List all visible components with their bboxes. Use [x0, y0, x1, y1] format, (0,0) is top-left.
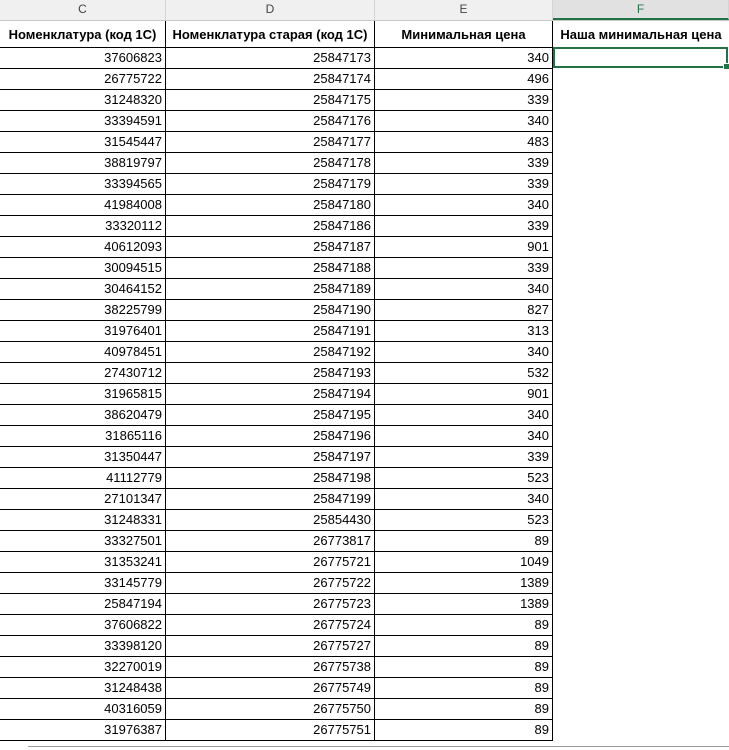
cell-min-price[interactable]: 339 — [375, 258, 553, 279]
table-row — [0, 468, 729, 489]
column-header-c[interactable]: C — [0, 0, 166, 20]
cell-nomenclature[interactable]: 26775722 — [0, 69, 166, 90]
cell-min-price[interactable]: 523 — [375, 468, 553, 489]
cell-nomenclature[interactable]: 33398120 — [0, 636, 166, 657]
cell-old-nomenclature[interactable]: 25847176 — [166, 111, 375, 132]
cell-our-min-price[interactable] — [553, 90, 729, 111]
table-row — [0, 321, 729, 342]
cell-min-price[interactable]: 1049 — [375, 552, 553, 573]
cell-old-nomenclature[interactable]: 25847198 — [166, 468, 375, 489]
cell-min-price[interactable]: 340 — [375, 111, 553, 132]
table-row — [0, 237, 729, 258]
cell-our-min-price[interactable] — [553, 363, 729, 384]
cell-nomenclature[interactable]: 31350447 — [0, 447, 166, 468]
table-row — [0, 69, 729, 90]
cell-nomenclature[interactable]: 41984008 — [0, 195, 166, 216]
cell-min-price[interactable]: 89 — [375, 720, 553, 741]
cell-our-min-price[interactable] — [553, 699, 729, 720]
cell-nomenclature[interactable]: 38819797 — [0, 153, 166, 174]
cell-old-nomenclature[interactable]: 25847175 — [166, 90, 375, 111]
table-row — [0, 153, 729, 174]
table-row — [0, 489, 729, 510]
cell-our-min-price[interactable] — [553, 489, 729, 510]
table-row — [0, 405, 729, 426]
cell-old-nomenclature[interactable]: 26775749 — [166, 678, 375, 699]
cell-nomenclature[interactable]: 31976387 — [0, 720, 166, 741]
cell-min-price[interactable]: 89 — [375, 636, 553, 657]
cell-nomenclature[interactable]: 31545447 — [0, 132, 166, 153]
cell-nomenclature[interactable]: 40978451 — [0, 342, 166, 363]
cell-nomenclature[interactable]: 38225799 — [0, 300, 166, 321]
cell-old-nomenclature[interactable]: 25847194 — [166, 384, 375, 405]
cell-old-nomenclature[interactable]: 25847179 — [166, 174, 375, 195]
cell-our-min-price[interactable] — [553, 195, 729, 216]
cell-old-nomenclature[interactable]: 25847177 — [166, 132, 375, 153]
table-row — [0, 111, 729, 132]
table-row — [0, 216, 729, 237]
cell-min-price[interactable]: 339 — [375, 174, 553, 195]
table-row — [0, 552, 729, 573]
cell-our-min-price[interactable] — [553, 552, 729, 573]
cell-our-min-price[interactable] — [553, 111, 729, 132]
cell-min-price[interactable]: 340 — [375, 405, 553, 426]
cell-min-price[interactable]: 340 — [375, 489, 553, 510]
cell-min-price[interactable]: 340 — [375, 195, 553, 216]
table-row — [0, 657, 729, 678]
table-row — [0, 531, 729, 552]
table-row — [0, 699, 729, 720]
cell-nomenclature[interactable]: 31976401 — [0, 321, 166, 342]
cell-our-min-price[interactable] — [553, 657, 729, 678]
cell-min-price[interactable]: 532 — [375, 363, 553, 384]
cell-nomenclature[interactable]: 31248320 — [0, 90, 166, 111]
cell-old-nomenclature[interactable]: 26775722 — [166, 573, 375, 594]
cell-old-nomenclature[interactable]: 26775724 — [166, 615, 375, 636]
cell-our-min-price[interactable] — [553, 447, 729, 468]
cell-nomenclature[interactable]: 31353241 — [0, 552, 166, 573]
cell-min-price[interactable]: 339 — [375, 90, 553, 111]
table-row — [0, 594, 729, 615]
table-body — [0, 48, 729, 741]
cell-our-min-price[interactable] — [553, 69, 729, 90]
cell-nomenclature[interactable]: 31248331 — [0, 510, 166, 531]
cell-old-nomenclature[interactable]: 25847193 — [166, 363, 375, 384]
table-row — [0, 132, 729, 153]
cell-nomenclature[interactable]: 37606822 — [0, 615, 166, 636]
table-row — [0, 510, 729, 531]
header-cell-our-min-price[interactable]: Наша минимальная цена — [560, 27, 722, 42]
table-row — [0, 300, 729, 321]
cell-old-nomenclature[interactable]: 26775751 — [166, 720, 375, 741]
table-row — [0, 342, 729, 363]
column-header-f[interactable]: F — [553, 0, 729, 20]
cell-min-price[interactable]: 89 — [375, 699, 553, 720]
cell-our-min-price[interactable] — [553, 594, 729, 615]
cell-our-min-price[interactable] — [553, 636, 729, 657]
cell-old-nomenclature[interactable]: 25847195 — [166, 405, 375, 426]
cell-old-nomenclature[interactable]: 25847180 — [166, 195, 375, 216]
cell-nomenclature[interactable]: 27430712 — [0, 363, 166, 384]
cell-old-nomenclature[interactable]: 25847188 — [166, 258, 375, 279]
cell-nomenclature[interactable]: 41112779 — [0, 468, 166, 489]
cell-nomenclature[interactable]: 37606823 — [0, 48, 166, 69]
table-row — [0, 447, 729, 468]
cell-old-nomenclature[interactable]: 26775721 — [166, 552, 375, 573]
cell-min-price[interactable]: 483 — [375, 132, 553, 153]
bottom-border — [28, 746, 729, 747]
cell-our-min-price[interactable] — [553, 258, 729, 279]
table-row — [0, 174, 729, 195]
cell-min-price[interactable]: 1389 — [375, 594, 553, 615]
header-cell-nomenclature[interactable]: Номенклатура (код 1С) — [0, 21, 166, 48]
cell-old-nomenclature[interactable]: 25847192 — [166, 342, 375, 363]
table-row — [0, 426, 729, 447]
cell-old-nomenclature[interactable]: 25847199 — [166, 489, 375, 510]
cell-min-price[interactable]: 340 — [375, 279, 553, 300]
cell-nomenclature[interactable]: 33320112 — [0, 216, 166, 237]
cell-min-price[interactable]: 340 — [375, 426, 553, 447]
cell-nomenclature[interactable]: 31965815 — [0, 384, 166, 405]
cell-nomenclature[interactable]: 33327501 — [0, 531, 166, 552]
table-row — [0, 384, 729, 405]
cell-min-price[interactable]: 339 — [375, 216, 553, 237]
cell-min-price[interactable]: 89 — [375, 531, 553, 552]
table-row — [0, 363, 729, 384]
cell-min-price[interactable]: 339 — [375, 153, 553, 174]
cell-min-price[interactable]: 1389 — [375, 573, 553, 594]
table-row — [0, 720, 729, 741]
cell-min-price[interactable]: 313 — [375, 321, 553, 342]
cell-our-min-price[interactable] — [553, 174, 729, 195]
cell-our-min-price[interactable] — [553, 300, 729, 321]
cell-nomenclature[interactable]: 30094515 — [0, 258, 166, 279]
cell-nomenclature[interactable]: 25847194 — [0, 594, 166, 615]
column-header-e[interactable]: E — [375, 0, 553, 20]
cell-our-min-price[interactable] — [553, 279, 729, 300]
cell-min-price[interactable]: 496 — [375, 69, 553, 90]
cell-our-min-price[interactable] — [553, 48, 729, 69]
cell-old-nomenclature[interactable]: 25847190 — [166, 300, 375, 321]
cell-old-nomenclature[interactable]: 25847174 — [166, 69, 375, 90]
cell-min-price[interactable]: 340 — [375, 342, 553, 363]
table-row — [0, 573, 729, 594]
cell-min-price[interactable]: 901 — [375, 237, 553, 258]
cell-nomenclature[interactable]: 30464152 — [0, 279, 166, 300]
cell-old-nomenclature[interactable]: 26775738 — [166, 657, 375, 678]
cell-old-nomenclature[interactable]: 26775723 — [166, 594, 375, 615]
table-row — [0, 258, 729, 279]
cell-our-min-price[interactable] — [553, 573, 729, 594]
column-header-bar — [0, 0, 729, 21]
cell-nomenclature[interactable]: 27101347 — [0, 489, 166, 510]
cell-nomenclature[interactable]: 31248438 — [0, 678, 166, 699]
cell-old-nomenclature[interactable]: 26775727 — [166, 636, 375, 657]
cell-our-min-price[interactable] — [553, 720, 729, 741]
table-row — [0, 636, 729, 657]
cell-old-nomenclature[interactable]: 25854430 — [166, 510, 375, 531]
cell-nomenclature[interactable]: 33394565 — [0, 174, 166, 195]
cell-our-min-price[interactable] — [553, 615, 729, 636]
cell-nomenclature[interactable]: 40612093 — [0, 237, 166, 258]
cell-min-price[interactable]: 89 — [375, 657, 553, 678]
cell-nomenclature[interactable]: 32270019 — [0, 657, 166, 678]
cell-min-price[interactable]: 339 — [375, 447, 553, 468]
header-cell-old-nomenclature[interactable]: Номенклатура старая (код 1С) — [166, 21, 375, 48]
cell-our-min-price[interactable] — [553, 426, 729, 447]
cell-min-price[interactable]: 827 — [375, 300, 553, 321]
cell-nomenclature[interactable]: 40316059 — [0, 699, 166, 720]
cell-old-nomenclature[interactable]: 25847186 — [166, 216, 375, 237]
cell-our-min-price[interactable] — [553, 384, 729, 405]
cell-our-min-price[interactable] — [553, 321, 729, 342]
cell-min-price[interactable]: 901 — [375, 384, 553, 405]
cell-min-price[interactable]: 89 — [375, 678, 553, 699]
cell-our-min-price[interactable] — [553, 237, 729, 258]
cell-old-nomenclature[interactable]: 25847189 — [166, 279, 375, 300]
header-cell-min-price[interactable]: Минимальная цена — [375, 21, 553, 48]
cell-min-price[interactable]: 523 — [375, 510, 553, 531]
cell-nomenclature[interactable]: 31865116 — [0, 426, 166, 447]
cell-our-min-price[interactable] — [553, 678, 729, 699]
cell-old-nomenclature[interactable]: 25847173 — [166, 48, 375, 69]
cell-our-min-price[interactable] — [553, 468, 729, 489]
cell-our-min-price[interactable] — [553, 132, 729, 153]
table-header-row — [0, 21, 729, 48]
table-row — [0, 195, 729, 216]
table-row — [0, 90, 729, 111]
cell-nomenclature[interactable]: 38620479 — [0, 405, 166, 426]
table-row — [0, 678, 729, 699]
cell-old-nomenclature[interactable]: 26773817 — [166, 531, 375, 552]
cell-min-price[interactable]: 340 — [375, 48, 553, 69]
table-row — [0, 279, 729, 300]
cell-our-min-price[interactable] — [553, 216, 729, 237]
cell-our-min-price[interactable] — [553, 153, 729, 174]
table-row — [0, 48, 729, 69]
cell-nomenclature[interactable]: 33145779 — [0, 573, 166, 594]
cell-our-min-price[interactable] — [553, 510, 729, 531]
cell-old-nomenclature[interactable]: 25847191 — [166, 321, 375, 342]
cell-old-nomenclature[interactable]: 25847196 — [166, 426, 375, 447]
cell-nomenclature[interactable]: 33394591 — [0, 111, 166, 132]
cell-our-min-price[interactable] — [553, 342, 729, 363]
cell-old-nomenclature[interactable]: 25847178 — [166, 153, 375, 174]
cell-old-nomenclature[interactable]: 25847187 — [166, 237, 375, 258]
cell-min-price[interactable]: 89 — [375, 615, 553, 636]
table-row — [0, 615, 729, 636]
column-header-d[interactable]: D — [166, 0, 375, 20]
cell-our-min-price[interactable] — [553, 405, 729, 426]
cell-our-min-price[interactable] — [553, 531, 729, 552]
cell-old-nomenclature[interactable]: 26775750 — [166, 699, 375, 720]
cell-old-nomenclature[interactable]: 25847197 — [166, 447, 375, 468]
